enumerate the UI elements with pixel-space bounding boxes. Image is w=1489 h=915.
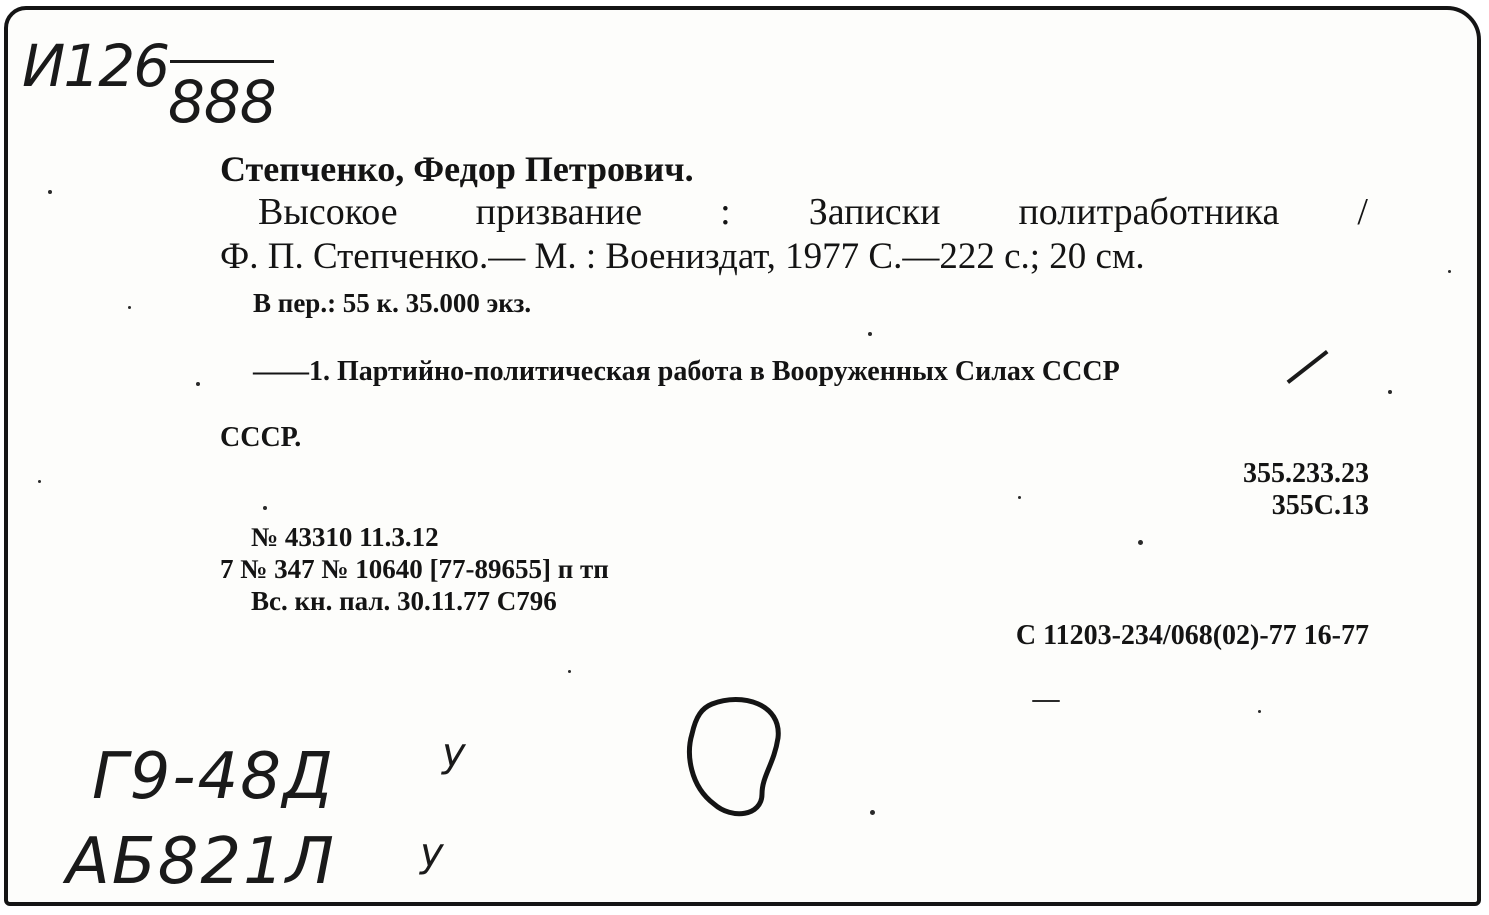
scan-speck: [1388, 390, 1392, 394]
handwritten-number: 888: [168, 68, 276, 136]
subject-continuation: СССР.: [220, 422, 302, 453]
scan-speck: [1138, 540, 1143, 545]
scan-speck: [1258, 710, 1261, 713]
title-line-2: Ф. П. Степченко.— М. : Воениздат, 1977 С.—222 с.; 20 см.: [220, 236, 1145, 277]
title-word: /: [1357, 191, 1368, 233]
handwritten-shelf-code: Г9-48Д: [92, 740, 335, 814]
catalog-number-3: Вс. кн. пал. 30.11.77 С796: [251, 586, 557, 616]
scan-speck: [1032, 700, 1060, 702]
scan-speck: [196, 382, 200, 386]
title-word: политработника: [1018, 191, 1280, 233]
scan-speck: [48, 190, 52, 194]
title-word: призвание: [475, 191, 643, 233]
handwritten-inventory-mark: у: [420, 830, 444, 876]
catalog-card: [4, 6, 1481, 906]
scan-speck: [870, 810, 875, 815]
price-line: В пер.: 55 к. 35.000 экз.: [253, 288, 532, 318]
catalog-number-2: 7 № 347 № 10640 [77-89655] п тп: [220, 554, 609, 584]
title-word: :: [720, 191, 731, 233]
catalog-number-1: № 43310 11.3.12: [251, 522, 439, 552]
scan-speck: [868, 332, 872, 336]
subject-heading: ——1. Партийно-политическая работа в Вооруженных Силах СССР: [253, 356, 1120, 387]
publisher-code: С 11203-234/068(02)-77 16-77: [1015, 620, 1369, 651]
udc-code: 355.233.23: [1243, 458, 1369, 489]
punch-hole: [682, 694, 792, 824]
title-line-1: [258, 190, 1368, 234]
author-heading: Степченко, Федор Петрович.: [220, 149, 694, 189]
scan-speck: [568, 670, 571, 673]
bbk-code: 355С.13: [1271, 490, 1369, 521]
scan-speck: [128, 306, 131, 309]
scan-speck: [38, 480, 41, 483]
handwritten-slash-mark: [1287, 350, 1329, 384]
handwritten-fraction-bar: [170, 60, 274, 63]
handwritten-code: И126: [22, 32, 169, 100]
scan-speck: [1448, 270, 1451, 273]
handwritten-inventory: АБ821Л: [66, 825, 336, 899]
title-word: Записки: [808, 191, 941, 233]
title-word: Высокое: [258, 191, 398, 233]
scan-speck: [1018, 496, 1021, 499]
handwritten-shelf-mark: у: [442, 730, 466, 776]
scan-speck: [263, 506, 267, 510]
